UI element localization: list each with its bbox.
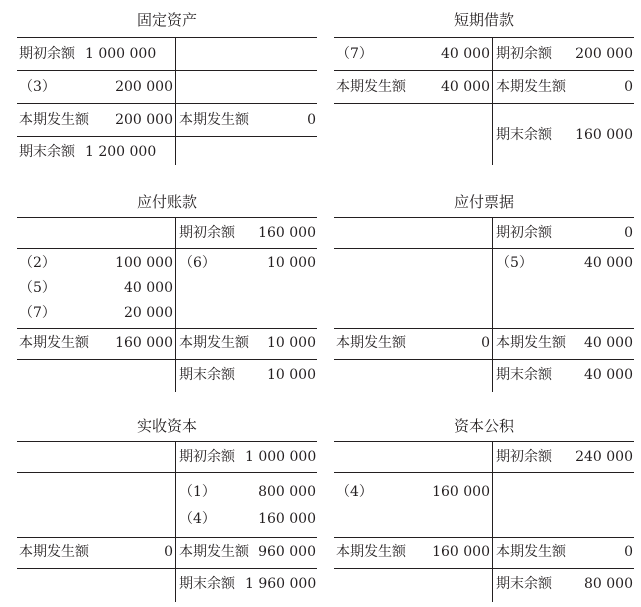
row-label: 本期发生额 bbox=[496, 544, 566, 560]
debit-row bbox=[334, 45, 491, 63]
credit-row bbox=[494, 224, 634, 242]
row-rule bbox=[17, 136, 317, 137]
row-rule bbox=[17, 248, 317, 249]
credit-row bbox=[177, 366, 317, 384]
top-rule bbox=[334, 441, 634, 442]
credit-row bbox=[494, 575, 634, 593]
debit-row bbox=[334, 543, 491, 561]
account-title: 短期借款 bbox=[453, 11, 514, 29]
row-value: 160 000 bbox=[115, 335, 173, 351]
row-rule bbox=[334, 103, 634, 104]
row-value: 160 000 bbox=[258, 225, 316, 241]
row-value: 40 000 bbox=[584, 335, 633, 351]
row-value: 40 000 bbox=[124, 280, 173, 296]
row-label: 本期发生额 bbox=[179, 544, 249, 560]
debit-row bbox=[17, 143, 174, 161]
credit-row bbox=[177, 334, 317, 352]
top-rule bbox=[334, 37, 634, 38]
row-label: 期初余额 bbox=[19, 46, 75, 62]
row-label: 期末余额 bbox=[19, 144, 75, 160]
row-label: 期初余额 bbox=[496, 225, 552, 241]
row-label: 期初余额 bbox=[179, 449, 235, 465]
row-rule bbox=[17, 70, 317, 71]
row-value: 40 000 bbox=[584, 367, 633, 383]
center-rule bbox=[492, 37, 493, 165]
row-label: （4） bbox=[179, 511, 216, 527]
credit-row bbox=[494, 254, 634, 272]
row-rule bbox=[334, 568, 634, 569]
row-value: 200 000 bbox=[115, 112, 173, 128]
credit-row bbox=[177, 483, 317, 501]
top-rule bbox=[17, 37, 317, 38]
credit-row bbox=[494, 78, 634, 96]
row-rule bbox=[334, 70, 634, 71]
t-account-notes-payable bbox=[334, 192, 634, 392]
row-value: 40 000 bbox=[584, 255, 633, 271]
row-value: 10 000 bbox=[267, 367, 316, 383]
row-value: 40 000 bbox=[441, 46, 490, 62]
row-value: 0 bbox=[624, 544, 633, 560]
row-value: 200 000 bbox=[115, 79, 173, 95]
row-label: 本期发生额 bbox=[336, 335, 406, 351]
row-label: （5） bbox=[19, 280, 56, 296]
credit-row bbox=[494, 366, 634, 384]
row-label: 本期发生额 bbox=[19, 335, 89, 351]
row-label: 本期发生额 bbox=[496, 79, 566, 95]
row-label: （4） bbox=[336, 484, 373, 500]
row-label: （5） bbox=[496, 255, 533, 271]
row-value: 240 000 bbox=[575, 449, 633, 465]
row-value: 40 000 bbox=[441, 79, 490, 95]
t-account-fixed-assets bbox=[17, 10, 317, 168]
row-label: 本期发生额 bbox=[179, 112, 249, 128]
t-account-short-term-loans bbox=[334, 10, 634, 168]
credit-row bbox=[177, 224, 317, 242]
t-account-capital-reserve bbox=[334, 416, 634, 602]
row-value: 1 200 000 bbox=[85, 144, 157, 160]
credit-row bbox=[494, 448, 634, 466]
credit-row bbox=[494, 543, 634, 561]
top-rule bbox=[334, 217, 634, 218]
account-title: 固定资产 bbox=[136, 11, 197, 29]
credit-row bbox=[177, 448, 317, 466]
row-value: 800 000 bbox=[258, 484, 316, 500]
row-value: 0 bbox=[624, 225, 633, 241]
debit-row bbox=[334, 334, 491, 352]
row-label: 本期发生额 bbox=[336, 544, 406, 560]
row-label: 本期发生额 bbox=[179, 335, 249, 351]
credit-row bbox=[177, 543, 317, 561]
row-rule bbox=[334, 359, 634, 360]
row-value: 160 000 bbox=[432, 484, 490, 500]
credit-row bbox=[494, 334, 634, 352]
center-rule bbox=[175, 441, 176, 602]
row-value: 80 000 bbox=[584, 576, 633, 592]
debit-row bbox=[17, 254, 174, 272]
credit-row bbox=[494, 45, 634, 63]
account-title: 资本公积 bbox=[453, 417, 514, 435]
row-value: 10 000 bbox=[267, 335, 316, 351]
row-label: 本期发生额 bbox=[19, 544, 89, 560]
t-account-accounts-payable bbox=[17, 192, 317, 392]
row-label: （2） bbox=[19, 255, 56, 271]
row-label: 本期发生额 bbox=[19, 112, 89, 128]
row-label: 本期发生额 bbox=[496, 335, 566, 351]
row-value: 160 000 bbox=[575, 127, 633, 143]
row-value: 1 000 000 bbox=[245, 449, 317, 465]
row-value: 0 bbox=[481, 335, 490, 351]
row-label: 期末余额 bbox=[496, 576, 552, 592]
debit-row bbox=[17, 45, 174, 63]
row-label: 期末余额 bbox=[179, 367, 235, 383]
row-value: 0 bbox=[307, 112, 316, 128]
row-value: 1 000 000 bbox=[85, 46, 157, 62]
row-value: 0 bbox=[164, 544, 173, 560]
row-rule bbox=[334, 248, 634, 249]
row-rule bbox=[334, 472, 634, 473]
debit-row bbox=[17, 111, 174, 129]
row-rule bbox=[17, 359, 317, 360]
row-label: （1） bbox=[179, 484, 216, 500]
credit-row bbox=[177, 111, 317, 129]
center-rule bbox=[492, 217, 493, 392]
row-value: 1 960 000 bbox=[245, 576, 317, 592]
t-account-paid-in-capital bbox=[17, 416, 317, 602]
center-rule bbox=[175, 37, 176, 165]
row-label: （6） bbox=[179, 255, 216, 271]
row-rule bbox=[17, 328, 317, 329]
debit-row bbox=[334, 483, 491, 501]
row-label: （3） bbox=[19, 79, 56, 95]
account-title: 应付账款 bbox=[136, 193, 197, 211]
row-rule bbox=[17, 537, 317, 538]
debit-row bbox=[17, 543, 174, 561]
account-title: 实收资本 bbox=[136, 417, 197, 435]
row-value: 100 000 bbox=[115, 255, 173, 271]
row-label: （7） bbox=[336, 46, 373, 62]
debit-row bbox=[17, 279, 174, 297]
row-value: 960 000 bbox=[258, 544, 316, 560]
account-title: 应付票据 bbox=[453, 193, 514, 211]
credit-row bbox=[177, 254, 317, 272]
row-value: 160 000 bbox=[258, 511, 316, 527]
debit-row bbox=[17, 78, 174, 96]
row-value: 200 000 bbox=[575, 46, 633, 62]
center-rule bbox=[492, 441, 493, 602]
row-rule bbox=[17, 103, 317, 104]
top-rule bbox=[17, 217, 317, 218]
row-rule bbox=[17, 568, 317, 569]
row-label: 期初余额 bbox=[496, 449, 552, 465]
row-value: 0 bbox=[624, 79, 633, 95]
credit-row bbox=[494, 126, 634, 144]
row-rule bbox=[334, 328, 634, 329]
row-value: 10 000 bbox=[267, 255, 316, 271]
row-label: 本期发生额 bbox=[336, 79, 406, 95]
row-rule bbox=[334, 537, 634, 538]
top-rule bbox=[17, 441, 317, 442]
debit-row bbox=[17, 304, 174, 322]
row-label: 期末余额 bbox=[496, 127, 552, 143]
row-label: 期末余额 bbox=[496, 367, 552, 383]
debit-row bbox=[17, 334, 174, 352]
row-value: 160 000 bbox=[432, 544, 490, 560]
row-label: （7） bbox=[19, 305, 56, 321]
row-label: 期初余额 bbox=[496, 46, 552, 62]
credit-row bbox=[177, 510, 317, 528]
row-rule bbox=[17, 472, 317, 473]
row-label: 期末余额 bbox=[179, 576, 235, 592]
credit-row bbox=[177, 575, 317, 593]
debit-row bbox=[334, 78, 491, 96]
row-value: 20 000 bbox=[124, 305, 173, 321]
center-rule bbox=[175, 217, 176, 392]
row-label: 期初余额 bbox=[179, 225, 235, 241]
